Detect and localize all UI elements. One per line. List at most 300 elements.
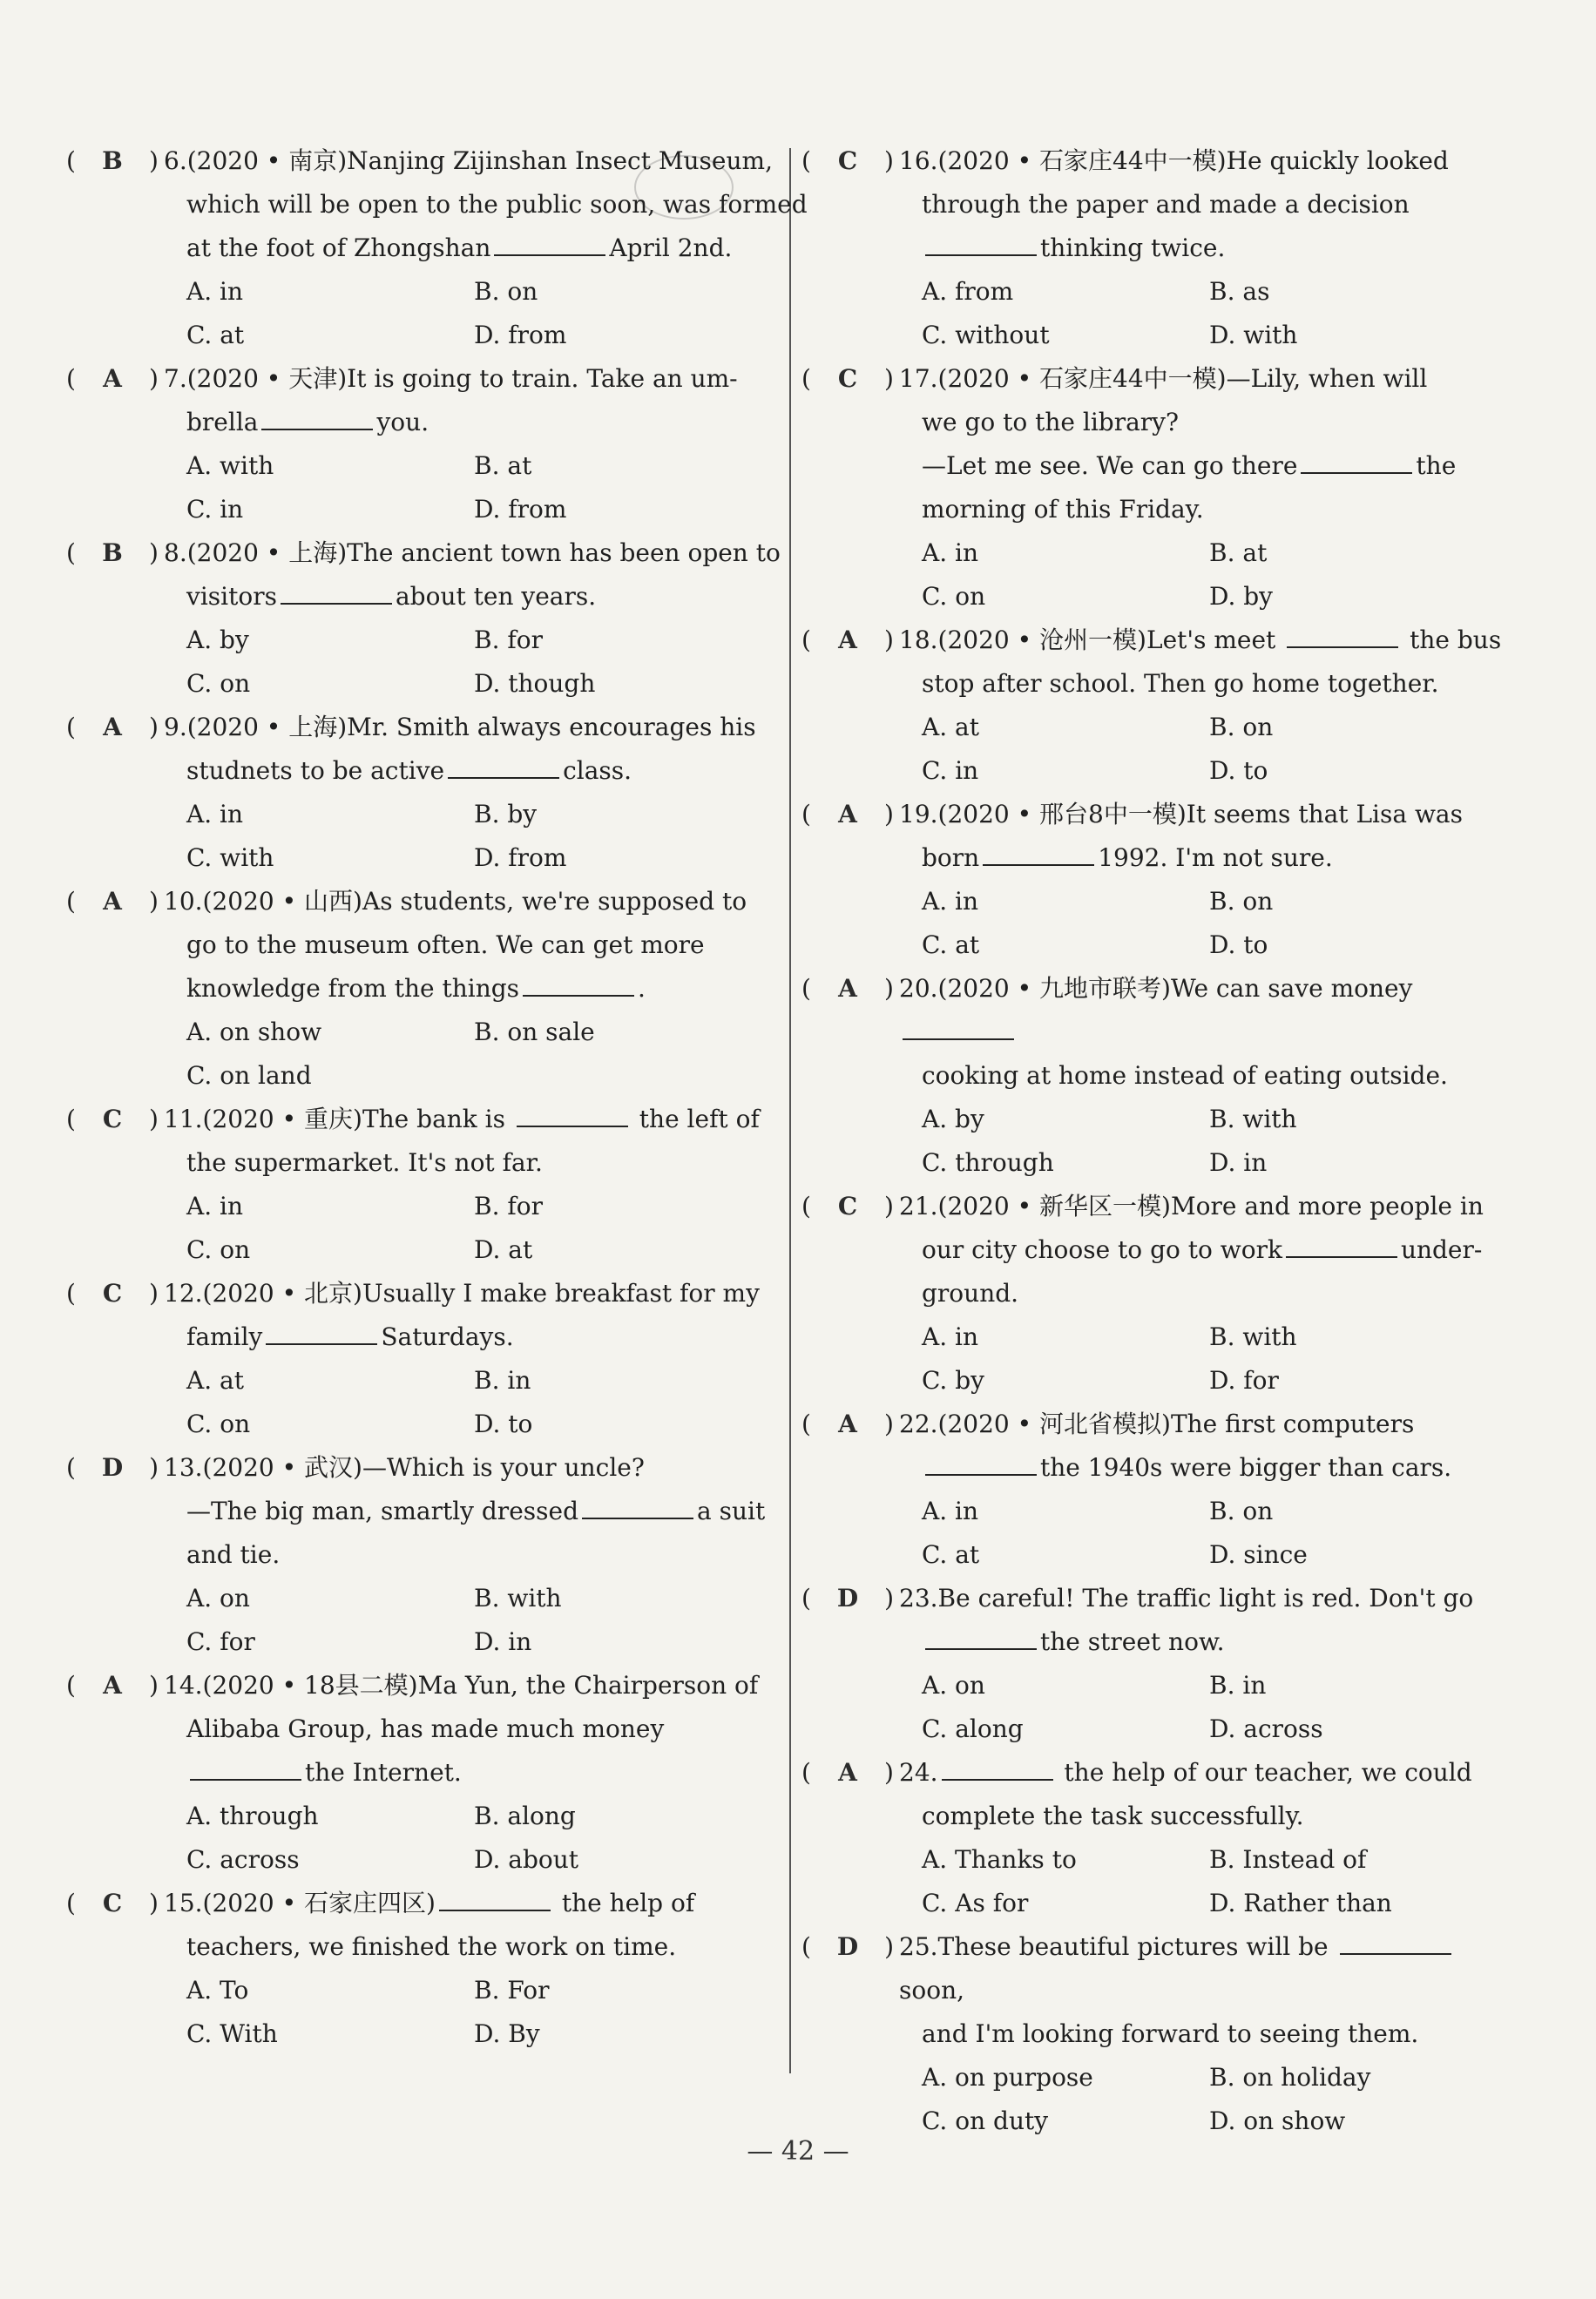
question-text: thinking twice. (1040, 233, 1226, 262)
bracket-close: ) (884, 1192, 894, 1220)
option: B. For (474, 1976, 550, 2005)
question-item (801, 619, 1516, 793)
question-text: stop after school. Then go home together. (922, 669, 1439, 698)
question-line (66, 1490, 781, 1533)
option: D. across (1209, 1714, 1323, 1743)
question-line (801, 1054, 1516, 1098)
answer-blank (1340, 1927, 1451, 1955)
option: A. in (922, 1322, 979, 1351)
option: D. to (474, 1410, 533, 1438)
question-line (801, 227, 1516, 270)
option: B. at (474, 451, 532, 480)
question-text: The ancient town has been open to (347, 538, 781, 567)
bracket-close: ) (149, 1105, 159, 1133)
question-text: teachers, we finished the work on time. (186, 1932, 677, 1961)
question-line (66, 183, 808, 227)
bracket-close: ) (884, 625, 894, 654)
option: D. from (474, 321, 567, 349)
option: A. by (922, 1105, 984, 1133)
question-text: our city choose to go to work (922, 1235, 1282, 1264)
answer-blank (582, 1491, 693, 1519)
question-text: Mr. Smith always encourages his (347, 713, 756, 741)
question-text: about ten years. (395, 582, 597, 611)
question-line (66, 967, 781, 1011)
answer-letter: C (102, 1105, 123, 1133)
option: D. to (1209, 756, 1268, 785)
options-row (801, 1882, 1516, 1925)
question-text: . (638, 974, 646, 1003)
question-item (801, 967, 1516, 1185)
question-line (801, 1925, 1516, 2012)
option: C. on (186, 1235, 251, 1264)
question-source: (2020 • 南京) (186, 146, 348, 175)
bracket-open: ( (66, 538, 76, 567)
option: C. at (186, 321, 245, 349)
option: A. Thanks to (922, 1845, 1077, 1874)
question-text: family (186, 1322, 263, 1351)
option: C. by (922, 1366, 984, 1395)
option: B. at (1209, 538, 1268, 567)
question-item (801, 139, 1516, 357)
option: A. by (186, 625, 249, 654)
question-stem (164, 531, 781, 575)
question-line (66, 1272, 781, 1315)
options-row (801, 1533, 1516, 1577)
question-line (801, 1751, 1516, 1795)
bracket-open: ( (66, 364, 76, 393)
question-text: you. (376, 408, 429, 436)
question-stem (164, 706, 781, 749)
question-number: 9. (164, 713, 187, 741)
options-row (801, 1490, 1516, 1533)
bracket-close: ) (149, 146, 159, 175)
option: D. with (1209, 321, 1298, 349)
question-text: morning of this Friday. (922, 495, 1204, 524)
question-line (801, 1403, 1516, 1446)
question-text: soon, (899, 1976, 965, 2005)
question-number: 22. (899, 1410, 938, 1438)
option: D. from (474, 495, 567, 524)
answer-blank (439, 1883, 551, 1911)
question-text: Be careful! The traffic light is red. Don't go (937, 1584, 1474, 1613)
option: A. on purpose (922, 2063, 1093, 2092)
bracket-open: ( (801, 364, 811, 393)
question-line (801, 1577, 1516, 1620)
option: B. for (474, 1192, 543, 1220)
question-stem (899, 139, 1516, 183)
answer-letter: C (837, 146, 858, 175)
question-stem (164, 1664, 781, 1707)
option: D. from (474, 843, 567, 872)
question-number: 16. (899, 146, 938, 175)
bracket-close: ) (884, 800, 894, 828)
option: D. Rather than (1209, 1889, 1392, 1917)
answer-letter: C (837, 364, 858, 393)
question-item (66, 706, 781, 880)
question-line (66, 1315, 781, 1359)
left-column (66, 139, 808, 2056)
answer-bracket (801, 1751, 899, 1795)
options-row (801, 880, 1516, 923)
option: B. on (474, 277, 538, 306)
answer-letter: D (836, 1932, 859, 1961)
question-text: the (1416, 451, 1457, 480)
options-row (801, 531, 1516, 575)
answer-blank (281, 577, 392, 605)
question-source: (2020 • 石家庄44中一模) (937, 146, 1227, 175)
question-text: 1992. I'm not sure. (1098, 843, 1333, 872)
bracket-open: ( (801, 800, 811, 828)
bracket-open: ( (66, 1671, 76, 1700)
option (474, 1054, 761, 1098)
options-row (801, 1707, 1516, 1751)
answer-letter: D (101, 1453, 124, 1482)
options-row (66, 314, 781, 357)
question-number: 15. (164, 1889, 203, 1917)
question-line (66, 1141, 781, 1185)
question-number: 23. (899, 1584, 938, 1613)
option: C. in (922, 756, 979, 785)
question-number: 17. (899, 364, 938, 393)
answer-letter: A (838, 1410, 857, 1438)
question-number: 25. (899, 1932, 938, 1961)
question-line (66, 531, 781, 575)
option: B. by (474, 800, 538, 828)
question-line (801, 401, 1516, 444)
answer-bracket (66, 139, 164, 183)
question-text: and I'm looking forward to seeing them. (922, 2019, 1419, 2048)
option: A. in (922, 1497, 979, 1525)
option: D. By (474, 2019, 540, 2048)
question-text: the bus (1402, 625, 1502, 654)
question-text: More and more people in (1170, 1192, 1484, 1220)
answer-blank (1301, 446, 1412, 474)
bracket-open: ( (66, 146, 76, 175)
question-text: the Internet. (305, 1758, 462, 1787)
question-line (66, 357, 781, 401)
bracket-close: ) (884, 974, 894, 1003)
question-stem (164, 1446, 781, 1490)
right-column (801, 139, 1516, 2143)
option: D. on show (1209, 2106, 1346, 2135)
option: C. With (186, 2019, 278, 2048)
question-item (801, 1403, 1516, 1577)
answer-bracket (66, 531, 164, 575)
bracket-open: ( (66, 1279, 76, 1308)
question-text: It seems that Lisa was (1186, 800, 1463, 828)
option: A. on (186, 1584, 250, 1613)
bracket-close: ) (149, 364, 159, 393)
question-line (801, 793, 1516, 836)
question-stem (164, 1272, 781, 1315)
options-row (66, 1620, 781, 1664)
options-row (801, 1098, 1516, 1141)
option: A. on show (186, 1018, 322, 1046)
option: B. with (474, 1584, 562, 1613)
options-row (66, 1577, 781, 1620)
question-line (66, 1925, 781, 1969)
question-text: the help of (553, 1889, 695, 1917)
bracket-open: ( (801, 1410, 811, 1438)
page-number: — 42 — (747, 2136, 849, 2167)
answer-bracket (801, 1577, 899, 1620)
option: C. on (186, 669, 251, 698)
answer-blank (983, 838, 1094, 866)
bracket-close: ) (884, 1584, 894, 1613)
options-row (801, 314, 1516, 357)
question-text: —Which is your uncle? (362, 1453, 645, 1482)
question-text: The first computers (1170, 1410, 1415, 1438)
question-line (66, 1751, 781, 1795)
question-line (66, 227, 781, 270)
options-row (66, 444, 781, 488)
answer-bracket (801, 793, 899, 836)
option: D. in (1209, 1148, 1268, 1177)
option: C. As for (922, 1889, 1029, 1917)
option: C. at (922, 1540, 980, 1569)
question-number: 24. (899, 1758, 938, 1787)
answer-letter: A (103, 364, 122, 393)
question-line (801, 662, 1516, 706)
option: B. for (474, 625, 543, 654)
question-item (66, 531, 781, 706)
question-item (801, 1751, 1516, 1925)
question-line (801, 488, 1516, 531)
question-text: we go to the library? (922, 408, 1180, 436)
option: A. through (186, 1802, 319, 1830)
bracket-close: ) (149, 1889, 159, 1917)
option: A. at (186, 1366, 244, 1395)
option: C. for (186, 1627, 255, 1656)
option: A. in (922, 538, 979, 567)
question-number: 10. (164, 887, 203, 916)
options-row (801, 1141, 1516, 1185)
option: C. across (186, 1845, 300, 1874)
question-stem (899, 967, 1516, 1054)
options-row (801, 923, 1516, 967)
option: D. by (1209, 582, 1273, 611)
question-line (66, 749, 781, 793)
options-row (66, 1969, 781, 2012)
question-item (801, 1925, 1516, 2143)
answer-letter: A (838, 625, 857, 654)
bracket-open: ( (801, 974, 811, 1003)
question-text: —The big man, smartly dressed (186, 1497, 578, 1525)
question-stem (164, 880, 781, 923)
question-text: a suit (697, 1497, 766, 1525)
question-source: (2020 • 河北省模拟) (937, 1410, 1171, 1438)
answer-blank (266, 1317, 377, 1345)
bracket-open: ( (801, 1932, 811, 1961)
option: B. along (474, 1802, 576, 1830)
option: A. with (186, 451, 274, 480)
question-text: Ma Yun, the Chairperson of (417, 1671, 759, 1700)
answer-bracket (66, 1098, 164, 1141)
options-row (66, 1011, 781, 1054)
question-source: (2020 • 新华区一模) (937, 1192, 1171, 1220)
bracket-open: ( (66, 713, 76, 741)
question-line (801, 836, 1516, 880)
options-row (66, 1795, 781, 1838)
answer-letter: C (102, 1889, 123, 1917)
option: C. along (922, 1714, 1024, 1743)
answer-blank (494, 228, 605, 256)
bracket-close: ) (149, 1671, 159, 1700)
question-stem (899, 1403, 1516, 1446)
question-source: (2020 • 上海) (186, 538, 348, 567)
question-text: knowledge from the things (186, 974, 520, 1003)
option: B. with (1209, 1322, 1297, 1351)
option: B. with (1209, 1105, 1297, 1133)
question-item (66, 1882, 781, 2056)
question-text: As students, we're supposed to (362, 887, 747, 916)
question-line (66, 575, 781, 619)
option: A. in (186, 277, 244, 306)
option: B. on (1209, 887, 1274, 916)
options-row (801, 1664, 1516, 1707)
option: C. in (186, 495, 244, 524)
question-text: Nanjing Zijinshan Insect Museum, (347, 146, 773, 175)
bracket-close: ) (884, 364, 894, 393)
question-text: the 1940s were bigger than cars. (1040, 1453, 1452, 1482)
question-number: 21. (899, 1192, 938, 1220)
question-text: The bank is (362, 1105, 513, 1133)
bracket-close: ) (149, 1453, 159, 1482)
question-stem (899, 1577, 1516, 1620)
question-line (66, 1446, 781, 1490)
option: A. in (922, 887, 979, 916)
bracket-open: ( (801, 146, 811, 175)
question-line (801, 139, 1516, 183)
answer-bracket (66, 1272, 164, 1315)
question-text: These beautiful pictures will be (937, 1932, 1336, 1961)
question-line (801, 357, 1516, 401)
answer-bracket (66, 1882, 164, 1925)
question-stem (899, 1751, 1516, 1795)
question-text: We can save money (1170, 974, 1413, 1003)
options-row (801, 706, 1516, 749)
option: C. on (186, 1410, 251, 1438)
option: D. at (474, 1235, 533, 1264)
bracket-close: ) (149, 887, 159, 916)
question-stem (899, 1925, 1516, 2012)
question-source: (2020 • 山西) (202, 887, 362, 916)
question-text: the help of our teacher, we could (1056, 1758, 1472, 1787)
question-line (801, 1228, 1516, 1272)
answer-bracket (66, 357, 164, 401)
bracket-open: ( (66, 1105, 76, 1133)
options-row (66, 1228, 781, 1272)
question-line (801, 619, 1516, 662)
question-source: (2020 • 武汉) (202, 1453, 362, 1482)
question-item (801, 1185, 1516, 1403)
options-row (66, 2012, 781, 2056)
question-stem (164, 1882, 781, 1925)
answer-bracket (801, 1925, 899, 1969)
answer-letter: A (838, 974, 857, 1003)
question-number: 8. (164, 538, 187, 567)
answer-bracket (66, 880, 164, 923)
question-number: 18. (899, 625, 938, 654)
options-row (66, 488, 781, 531)
question-stem (899, 793, 1516, 836)
options-row (66, 1403, 781, 1446)
answer-bracket (801, 139, 899, 183)
option: D. to (1209, 930, 1268, 959)
answer-bracket (801, 619, 899, 662)
answer-letter: C (102, 1279, 123, 1308)
question-line (801, 183, 1516, 227)
answer-letter: B (102, 146, 123, 175)
option: A. in (186, 800, 244, 828)
question-text: class. (563, 756, 632, 785)
options-row (801, 749, 1516, 793)
options-row (801, 270, 1516, 314)
bracket-open: ( (801, 625, 811, 654)
question-stem (164, 1098, 781, 1141)
answer-blank (448, 751, 559, 779)
option: D. about (474, 1845, 579, 1874)
option: C. on land (186, 1061, 312, 1090)
answer-letter: A (838, 1758, 857, 1787)
question-number: 11. (164, 1105, 203, 1133)
option: D. for (1209, 1366, 1279, 1395)
page-number-value: 42 (781, 2136, 815, 2167)
question-number: 7. (164, 364, 187, 393)
question-number: 6. (164, 146, 187, 175)
question-number: 14. (164, 1671, 203, 1700)
question-item (66, 1446, 781, 1664)
question-source: (2020 • 上海) (186, 713, 348, 741)
question-stem (899, 1185, 1516, 1228)
question-source: (2020 • 天津) (186, 364, 348, 393)
option: D. since (1209, 1540, 1308, 1569)
answer-letter: A (103, 713, 122, 741)
question-line (66, 139, 781, 183)
bracket-close: ) (884, 1758, 894, 1787)
bracket-close: ) (884, 1410, 894, 1438)
option: B. as (1209, 277, 1270, 306)
question-line (66, 401, 781, 444)
bracket-open: ( (66, 1453, 76, 1482)
bracket-close: ) (884, 146, 894, 175)
options-row (801, 1315, 1516, 1359)
answer-blank (261, 402, 373, 430)
question-text: studnets to be active (186, 756, 445, 785)
option: C. through (922, 1148, 1054, 1177)
question-item (66, 1098, 781, 1272)
answer-blank (942, 1753, 1053, 1781)
question-line (66, 1882, 781, 1925)
question-item (66, 1272, 781, 1446)
question-stem (164, 357, 781, 401)
answer-blank (925, 1622, 1037, 1650)
question-line (66, 923, 781, 967)
option: A. from (922, 277, 1014, 306)
question-text: visitors (186, 582, 277, 611)
question-stem (899, 357, 1516, 401)
question-text: He quickly looked (1226, 146, 1449, 175)
question-stem (899, 619, 1516, 662)
answer-blank (517, 1099, 628, 1127)
question-source: (2020 • 北京) (202, 1279, 362, 1308)
question-text: Usually I make breakfast for my (362, 1279, 760, 1308)
options-row (66, 1185, 781, 1228)
question-source: (2020 • 沧州一模) (937, 625, 1146, 654)
answer-blank (523, 969, 634, 997)
question-number: 19. (899, 800, 938, 828)
options-row (801, 1359, 1516, 1403)
